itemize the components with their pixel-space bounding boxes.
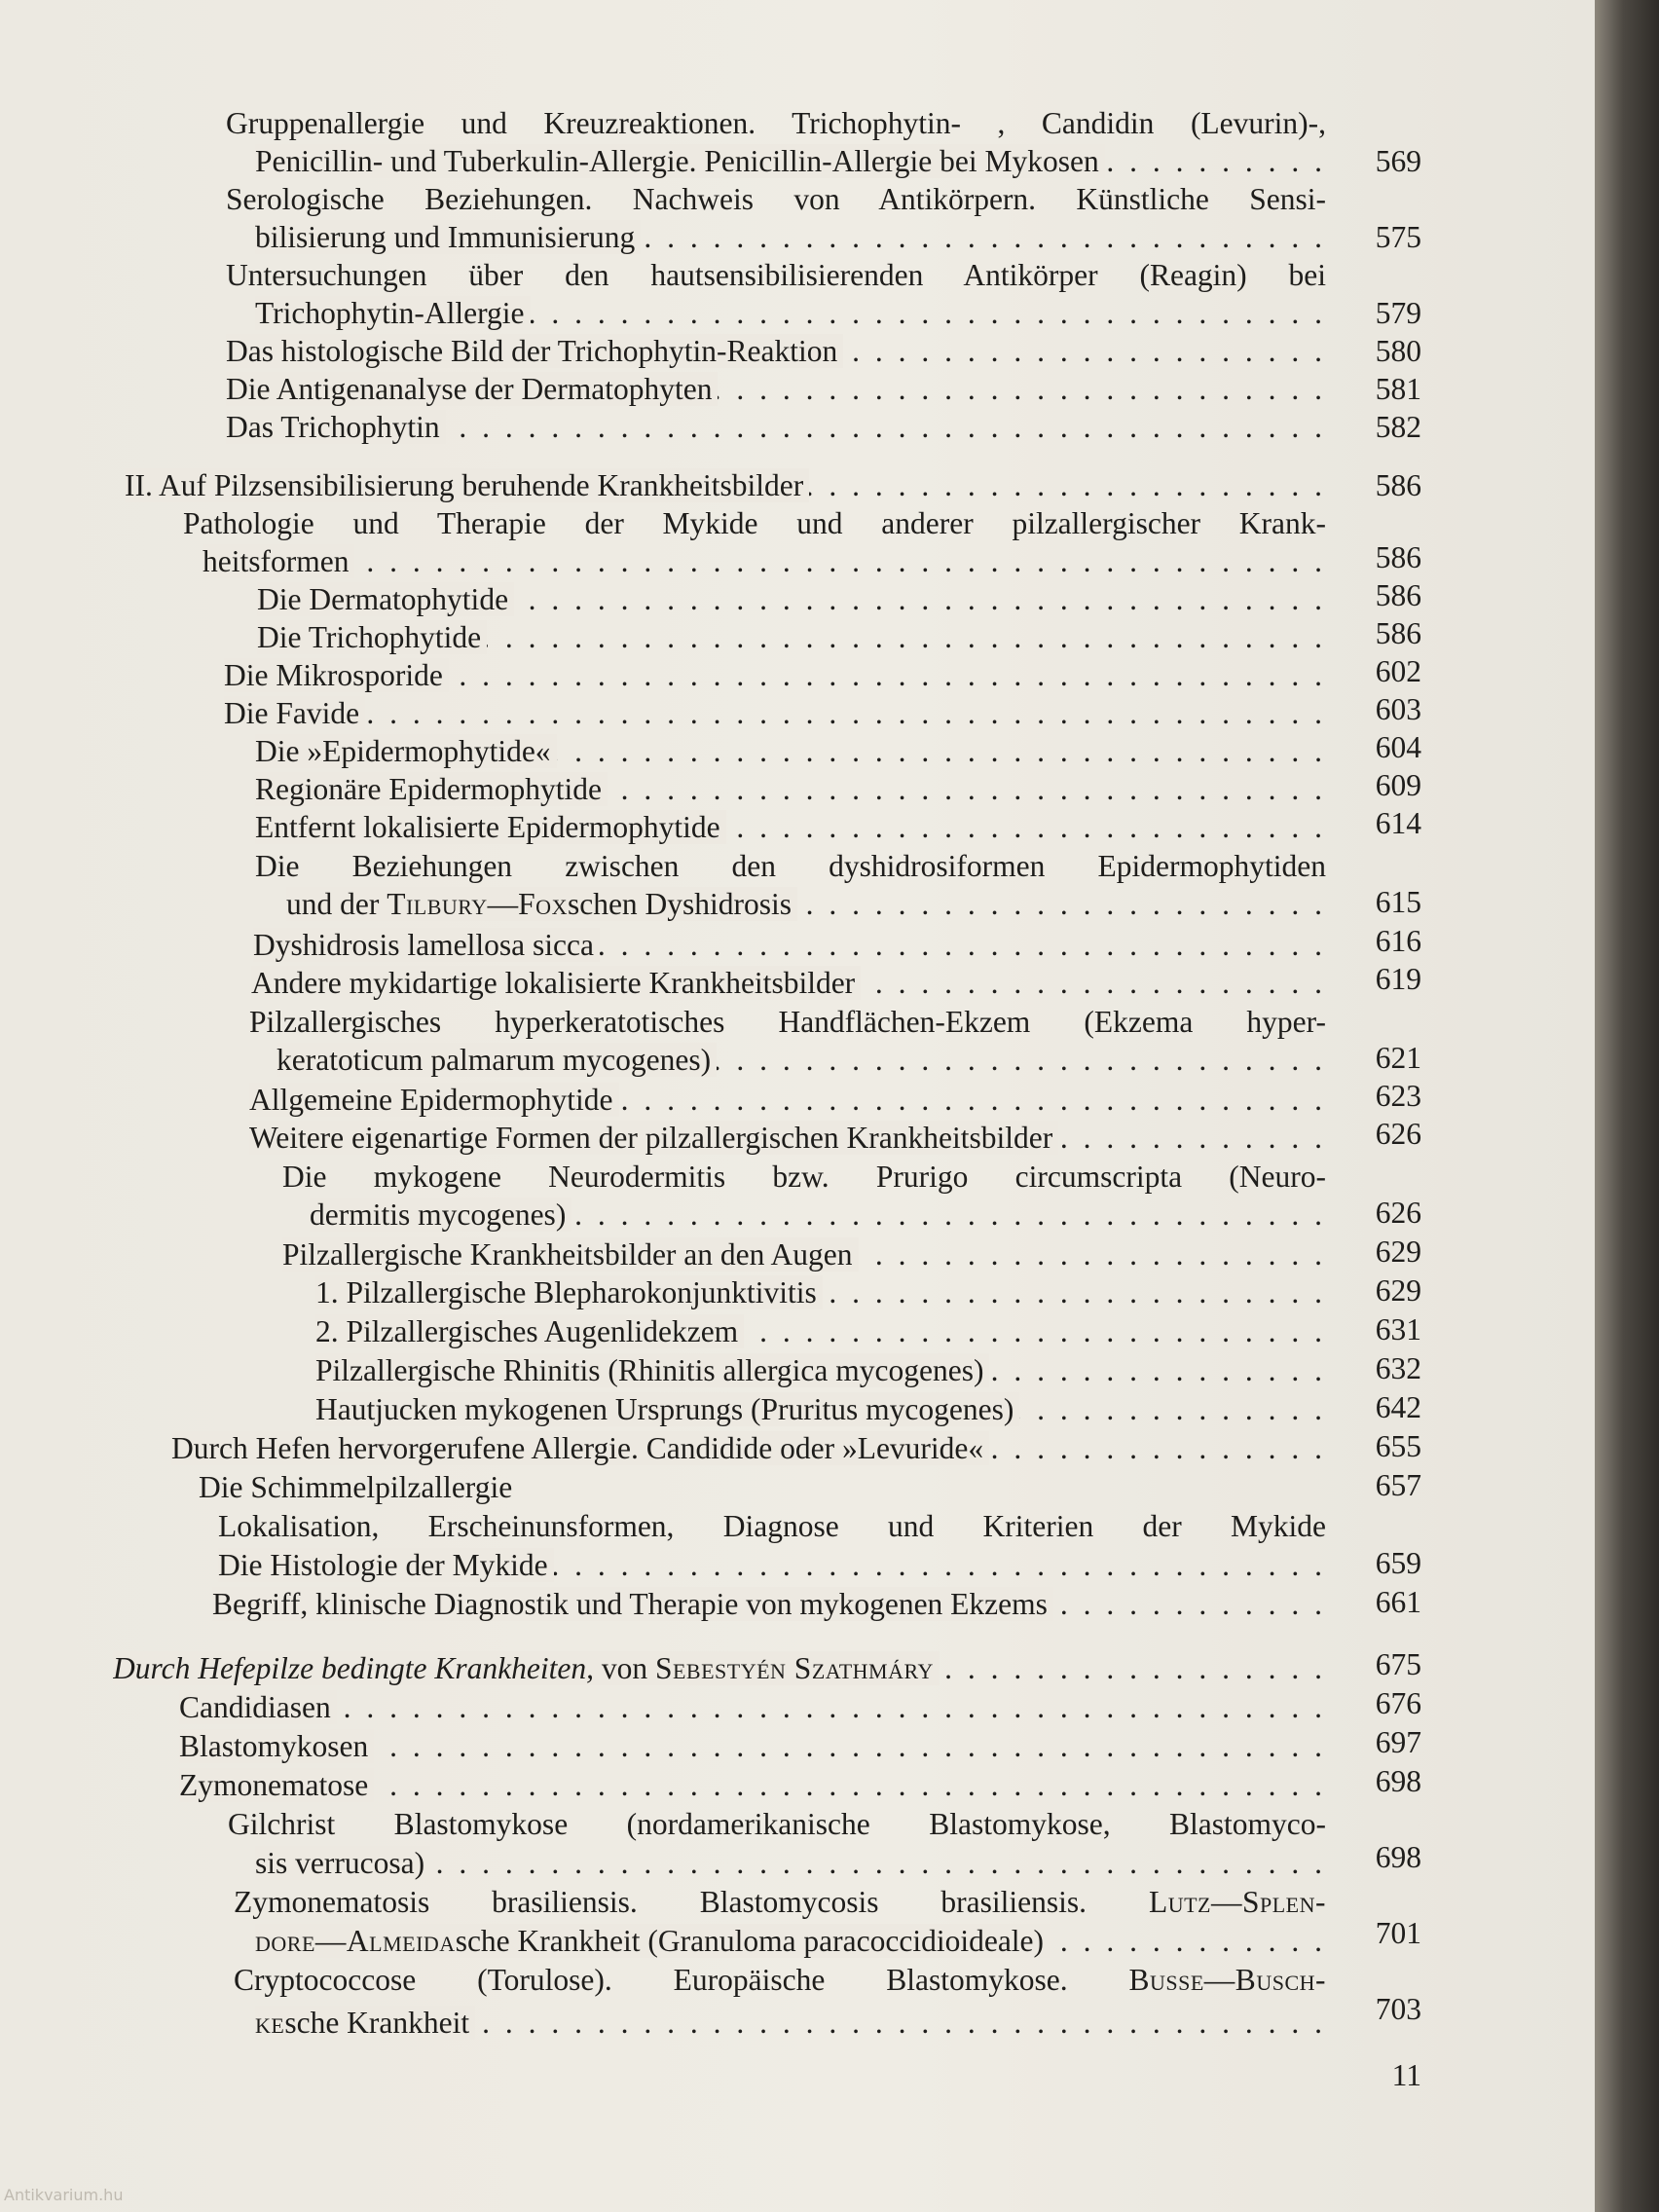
- toc-page-number: 701: [1375, 1916, 1421, 1950]
- toc-section-heading: . . . II. Auf Pilzsensibilisierung beruhende Krankheitsbilder: [125, 466, 1326, 505]
- toc-line: . . . Die Trichophytide: [257, 618, 1326, 657]
- toc-line: . . . Andere mykidartige lokalisierte Krankheitsbilder: [251, 964, 1326, 1003]
- toc-line: Lokalisation, Erscheinunsformen, Diagnose und Kriterien der Mykide: [218, 1509, 1326, 1543]
- toc-line: Gilchrist Blastomykose (nordamerikanische Blastomykose, Blastomyco-: [228, 1807, 1326, 1841]
- toc-page-number: 586: [1375, 468, 1421, 502]
- toc-page-number: 703: [1375, 1992, 1421, 2026]
- toc-page-number: 657: [1375, 1468, 1421, 1502]
- toc-page-number: 615: [1375, 885, 1421, 919]
- toc-line: . . . Pilzallergische Krankheitsbilder an den Augen: [282, 1235, 1326, 1274]
- toc-line: . . . Die Mikrosporide: [224, 656, 1326, 695]
- toc-line: . . . heitsformen: [203, 542, 1326, 581]
- toc-page-number: 629: [1375, 1273, 1421, 1308]
- toc-line: . . . keratoticum palmarum mycogenes): [276, 1041, 1326, 1080]
- toc-page-number: 621: [1375, 1041, 1421, 1075]
- toc-line: . . . Allgemeine Epidermophytide: [249, 1081, 1326, 1120]
- toc-line: . . . Zymonematose: [179, 1766, 1326, 1805]
- toc-page-number: 580: [1375, 334, 1421, 368]
- toc-page-number: 676: [1375, 1686, 1421, 1720]
- toc-line: . . . Die »Epidermophytide«: [255, 732, 1326, 771]
- toc-line: Pilzallergisches hyperkeratotisches Handflächen-Ekzem (Ekzema hyper-: [249, 1005, 1326, 1039]
- toc-line: Pathologie und Therapie der Mykide und anderer pilzallergischer Krank-: [183, 506, 1326, 540]
- toc-line: . . . bilisierung und Immunisierung: [255, 218, 1326, 257]
- toc-line: . . . Weitere eigenartige Formen der pilzallergischen Krankheitsbilder: [249, 1119, 1326, 1158]
- toc-page-number: 642: [1375, 1390, 1421, 1424]
- toc-line: . . . Begriff, klinische Diagnostik und Therapie von mykogenen Ekzems: [212, 1585, 1326, 1624]
- toc-page-number: 655: [1375, 1429, 1421, 1463]
- toc-page-number: 623: [1375, 1079, 1421, 1113]
- toc-line: . . . Die Favide: [224, 694, 1326, 733]
- page-folio-number: 11: [1391, 2058, 1421, 2092]
- toc-line: . . . Die Histologie der Mykide: [218, 1546, 1326, 1585]
- toc-page-number: 698: [1375, 1840, 1421, 1874]
- toc-page-number: 575: [1375, 220, 1421, 254]
- toc-line: . . . Trichophytin-Allergie: [255, 294, 1326, 333]
- toc-page-number: 675: [1375, 1647, 1421, 1681]
- toc-page-number: 697: [1375, 1725, 1421, 1759]
- toc-line: Untersuchungen über den hautsensibilisierenden Antikörper (Reagin) bei: [226, 258, 1326, 292]
- toc-line: . . . Regionäre Epidermophytide: [255, 770, 1326, 809]
- toc-line: Cryptococcose (Torulose). Europäische Blastomykose. Busse—Busch-: [234, 1963, 1326, 1997]
- toc-line: . . . Durch Hefen hervorgerufene Allergie. Candidide oder »Levuride«: [171, 1429, 1326, 1468]
- toc-page-number: 582: [1375, 410, 1421, 444]
- toc-line: . . . Dyshidrosis lamellosa sicca: [253, 926, 1326, 965]
- toc-line: Zymonematosis brasiliensis. Blastomycosis brasiliensis. Lutz—Splen-: [234, 1885, 1326, 1919]
- toc-page-number: 626: [1375, 1117, 1421, 1151]
- toc-page-number: 698: [1375, 1764, 1421, 1798]
- toc-line: . . . Das histologische Bild der Trichophytin-Reaktion: [226, 332, 1326, 371]
- toc-chapter-heading: . . . Durch Hefepilze bedingte Krankheiten, von Sebestyén Szathmáry: [113, 1649, 1326, 1688]
- toc-line: Die Schimmelpilzallergie: [199, 1470, 513, 1504]
- toc-line: Die Beziehungen zwischen den dyshidrosiformen Epidermophytiden: [255, 849, 1326, 883]
- toc-page-number: 631: [1375, 1312, 1421, 1346]
- toc-page-number: 602: [1375, 654, 1421, 688]
- toc-page-number: 629: [1375, 1235, 1421, 1269]
- toc-line: . . . kesche Krankheit: [255, 2004, 1326, 2043]
- page-gutter-shadow: [1595, 0, 1659, 2212]
- toc-page-number: 603: [1375, 692, 1421, 726]
- toc-line: . . . dermitis mycogenes): [310, 1196, 1326, 1235]
- toc-line: . . . sis verrucosa): [255, 1844, 1326, 1883]
- toc-page-number: 659: [1375, 1546, 1421, 1580]
- toc-page-number: 604: [1375, 730, 1421, 764]
- toc-line: . . . Pilzallergische Rhinitis (Rhinitis allergica mycogenes): [315, 1351, 1326, 1390]
- toc-line: . . . Candidiasen: [179, 1688, 1326, 1727]
- toc-page-number: 616: [1375, 924, 1421, 958]
- toc-line: . . . 1. Pilzallergische Blepharokonjunktivitis: [315, 1273, 1326, 1312]
- toc-line: . . . Blastomykosen: [179, 1727, 1326, 1766]
- toc-line: . . . Die Dermatophytide: [257, 580, 1326, 619]
- toc-page-number: 619: [1375, 962, 1421, 996]
- toc-line: . . . Die Antigenanalyse der Dermatophyten: [226, 370, 1326, 409]
- toc-line: . . . Penicillin- und Tuberkulin-Allergie. Penicillin-Allergie bei Mykosen: [255, 142, 1326, 181]
- toc-page-number: 661: [1375, 1585, 1421, 1619]
- toc-page-number: 626: [1375, 1196, 1421, 1230]
- toc-page-number: 586: [1375, 578, 1421, 612]
- toc-line: . . . Hautjucken mykogenen Ursprungs (Pruritus mycogenes): [315, 1390, 1326, 1429]
- toc-line: . . . 2. Pilzallergisches Augenlidekzem: [315, 1312, 1326, 1351]
- toc-line: . . . und der Tilbury—Foxschen Dyshidrosis: [286, 885, 1326, 924]
- toc-page-number: 569: [1375, 144, 1421, 178]
- toc-line: . . . dore—Almeidasche Krankheit (Granuloma paracoccidioideale): [255, 1922, 1326, 1961]
- toc-page-number: 579: [1375, 296, 1421, 330]
- toc-line: . . . Das Trichophytin: [226, 408, 1326, 447]
- watermark: Antikvarium.hu: [4, 2186, 124, 2204]
- toc-line: . . . Entfernt lokalisierte Epidermophytide: [255, 808, 1326, 847]
- toc-line: Die mykogene Neurodermitis bzw. Prurigo circumscripta (Neuro-: [282, 1160, 1326, 1194]
- toc-page-number: 586: [1375, 616, 1421, 650]
- toc-page-number: 609: [1375, 768, 1421, 802]
- toc-page-number: 632: [1375, 1351, 1421, 1385]
- toc-page-number: 581: [1375, 372, 1421, 406]
- toc-line: Serologische Beziehungen. Nachweis von Antikörpern. Künstliche Sensi-: [226, 182, 1326, 216]
- toc-line: Gruppenallergie und Kreuzreaktionen. Trichophytin- , Candidin (Levurin)-,: [226, 106, 1326, 140]
- toc-page-number: 614: [1375, 806, 1421, 840]
- toc-page-number: 586: [1375, 540, 1421, 574]
